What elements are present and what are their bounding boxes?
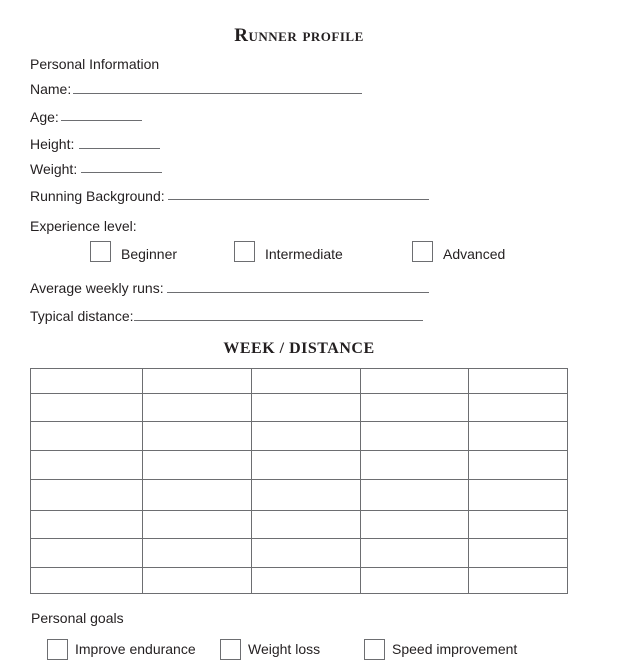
- name-field[interactable]: [73, 93, 362, 94]
- improve-endurance-checkbox[interactable]: [47, 639, 68, 660]
- beginner-checkbox[interactable]: [90, 241, 111, 262]
- intermediate-label: Intermediate: [265, 246, 343, 262]
- beginner-label: Beginner: [121, 246, 178, 262]
- typical-distance-field[interactable]: [134, 320, 423, 321]
- typical-distance-label: Typical distance:: [30, 308, 134, 324]
- age-label: Age:: [30, 109, 59, 125]
- speed-improvement-label: Speed improvement: [392, 641, 518, 657]
- table-border: [31, 369, 568, 594]
- height-label: Height:: [30, 136, 75, 152]
- weight-field[interactable]: [81, 172, 162, 173]
- experience-label: Experience level:: [30, 218, 137, 234]
- week-distance-title: WEEK / DISTANCE: [223, 340, 375, 357]
- personal-info-heading: Personal Information: [30, 56, 160, 72]
- improve-endurance-label: Improve endurance: [75, 641, 196, 657]
- age-field[interactable]: [61, 120, 142, 121]
- running-background-label: Running Background:: [30, 188, 165, 204]
- advanced-checkbox[interactable]: [412, 241, 433, 262]
- weekly-runs-label: Average weekly runs:: [30, 280, 164, 296]
- running-background-field[interactable]: [168, 199, 429, 200]
- weight-loss-label: Weight loss: [248, 641, 321, 657]
- week-distance-table: [30, 368, 568, 594]
- advanced-label: Advanced: [443, 246, 506, 262]
- intermediate-checkbox[interactable]: [234, 241, 255, 262]
- name-label: Name:: [30, 81, 72, 97]
- weight-loss-checkbox[interactable]: [220, 639, 241, 660]
- page-title: Runner profile: [234, 25, 364, 46]
- personal-goals-label: Personal goals: [31, 610, 124, 626]
- weekly-runs-field[interactable]: [167, 292, 429, 293]
- weight-label: Weight:: [30, 161, 78, 177]
- height-field[interactable]: [79, 148, 160, 149]
- speed-improvement-checkbox[interactable]: [364, 639, 385, 660]
